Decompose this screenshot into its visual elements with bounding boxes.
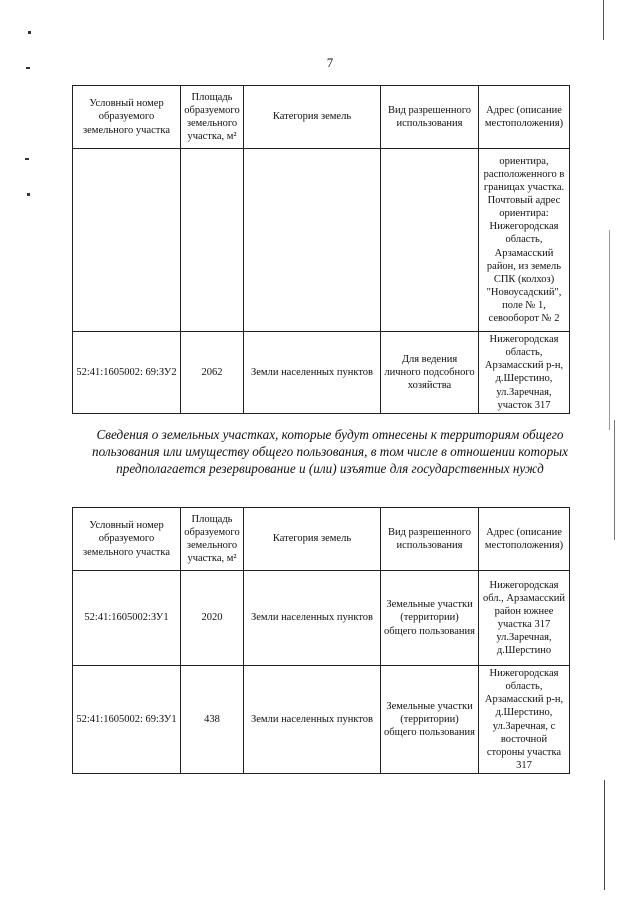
cell-permitted-use bbox=[381, 149, 479, 332]
header-address: Адрес (описание местоположения) bbox=[479, 508, 570, 571]
scan-mark bbox=[27, 193, 30, 196]
header-address: Адрес (описание местоположения) bbox=[479, 86, 570, 149]
scan-edge bbox=[609, 230, 610, 430]
cell-area bbox=[181, 149, 244, 332]
table-row bbox=[73, 332, 570, 414]
cell-area: 2020 bbox=[181, 571, 244, 666]
cell-area: 2062 bbox=[181, 332, 244, 414]
header-permitted-use: Вид разрешенного использования bbox=[381, 86, 479, 149]
cell-conditional-number: 52:41:1605002: 69:ЗУ1 bbox=[73, 666, 181, 774]
cell-permitted-use: Земельные участки (территории) общего пользования bbox=[381, 571, 479, 666]
section-heading: Сведения о земельных участках, которые будут отнесены к территориям общего пользования или имуществу общего пользования, в том числе в отношении которых предполагается резервирование и (или) изъятие для государственных нужд bbox=[92, 427, 568, 477]
cell-area: 438 bbox=[181, 666, 244, 774]
scan-edge bbox=[614, 420, 615, 540]
cell-address: Нижегородская область, Арзамасский р-н, д.Шерстино, ул.Заречная, участок 317 bbox=[479, 332, 570, 414]
scan-mark bbox=[26, 67, 30, 69]
cell-address: Нижегородская область, Арзамасский р-н, д.Шерстино, ул.Заречная, с восточной стороны участка 317 bbox=[479, 666, 570, 774]
scan-edge bbox=[604, 780, 605, 890]
table-row bbox=[73, 571, 570, 666]
land-plots-table bbox=[72, 85, 570, 414]
header-land-category: Категория земель bbox=[244, 86, 381, 149]
cell-land-category bbox=[244, 149, 381, 332]
scan-mark bbox=[28, 31, 31, 34]
public-use-plots-table bbox=[72, 507, 570, 774]
cell-address: Нижегородская обл., Арзамасский район южнее участка 317 ул.Заречная, д.Шерстино bbox=[479, 571, 570, 666]
cell-permitted-use: Земельные участки (территории) общего пользования bbox=[381, 666, 479, 774]
table-row bbox=[73, 666, 570, 774]
cell-address: ориентира, расположенного в границах участка. Почтовый адрес ориентира: Нижегородская область, Арзамасский район, из земель СПК (колхоз) "Новоусадский", поле № 1, севооборот № 2 bbox=[479, 149, 570, 332]
cell-permitted-use: Для ведения личного подсобного хозяйства bbox=[381, 332, 479, 414]
header-area: Площадь образуемого земельного участка, м² bbox=[181, 508, 244, 571]
page-number: 7 bbox=[326, 55, 334, 70]
header-area: Площадь образуемого земельного участка, м² bbox=[181, 86, 244, 149]
scan-edge bbox=[603, 0, 604, 40]
cell-land-category: Земли населенных пунктов bbox=[244, 332, 381, 414]
header-permitted-use: Вид разрешенного использования bbox=[381, 508, 479, 571]
header-conditional-number: Условный номер образуемого земельного участка bbox=[73, 86, 181, 149]
table-header-row bbox=[73, 86, 570, 149]
cell-conditional-number bbox=[73, 149, 181, 332]
header-conditional-number: Условный номер образуемого земельного участка bbox=[73, 508, 181, 571]
table-header-row bbox=[73, 508, 570, 571]
cell-land-category: Земли населенных пунктов bbox=[244, 571, 381, 666]
scan-mark bbox=[25, 158, 29, 160]
cell-conditional-number: 52:41:1605002:ЗУ1 bbox=[73, 571, 181, 666]
header-land-category: Категория земель bbox=[244, 508, 381, 571]
cell-conditional-number: 52:41:1605002: 69:ЗУ2 bbox=[73, 332, 181, 414]
table-row bbox=[73, 149, 570, 332]
cell-land-category: Земли населенных пунктов bbox=[244, 666, 381, 774]
